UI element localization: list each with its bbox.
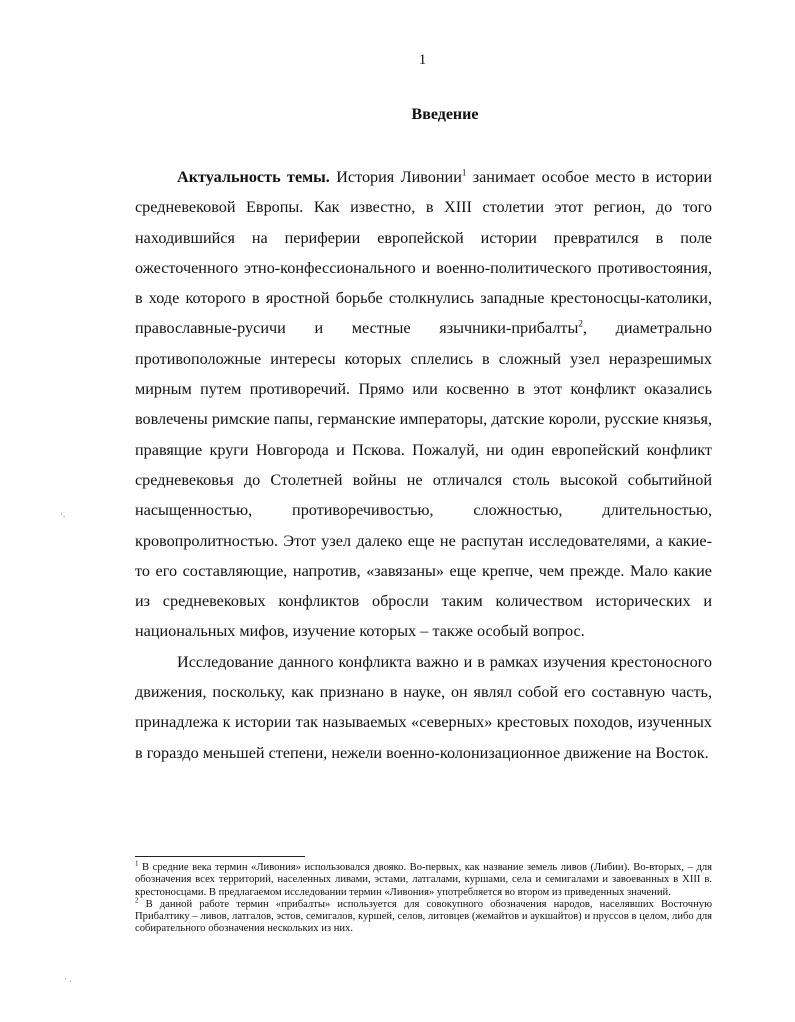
footnote-text: В средние века термин «Ливония» использовался двояко. Во-первых, как название земель ливов (Либии). Во-вторых, – для обозначения всех территорий, населенных ливами, эстами, латгалами, куршами, села и семигалами и завоеванных в XIII в. крестоносцами. В предлагаемом исследовании термин «Ливония» употребляется во втором из приведенных значений. (135, 862, 712, 898)
footnote-ref-1[interactable]: 1 (461, 167, 467, 178)
footnote-text: В данной работе термин «прибалты» используется для совокупного обозначения народов, населявших Восточную Прибалтику – ливов, латгалов, эстов, семигалов, куршей, селов, литовцев (жемайтов и аукшайтов) и пруссов в целом, либо для собирательного обозначения нескольких из них. (135, 898, 712, 935)
paragraph-text: История Ливонии (329, 168, 462, 186)
paragraph-lead: Актуальность темы. (177, 168, 330, 186)
paragraph-relevance (135, 162, 712, 647)
footnote-mark: 2 (135, 896, 139, 905)
page-number: 1 (418, 52, 427, 68)
scan-speck: ·. (60, 509, 66, 519)
footnote-1 (135, 859, 712, 899)
scan-speck: · . (64, 974, 72, 984)
section-title: Введение (411, 106, 479, 123)
paragraph-text: , диаметрально противоположные интересы которых сплелись в сложный узел неразрешимых мирным путем противоречий. Прямо или косвенно в этот конфликт оказались вовлечены римские папы, германские императоры, датские короли, русские князья, правящие круги Новгорода и Пскова. Пожалуй, ни один европейский конфликт средневековья до Столетней войны не отличался столь высокой событийной насыщенностью, противоречивостью, сложностью, длительностью, кровопролитностью. Этот узел далеко еще не распутан исследователями, а какие-то его составляющие, напротив, «завязаны» еще крепче, чем прежде. Мало какие из средневековых конфликтов обросли таким количеством исторических и национальных мифов, изучение которых – также особый вопрос. (135, 319, 713, 641)
footnote-2 (135, 896, 712, 936)
footnote-ref-2[interactable]: 2 (578, 319, 583, 330)
main-text (135, 162, 712, 768)
footnotes (135, 859, 712, 936)
paragraph-crusades: Исследование данного конфликта важно и в рамках изучения крестоносного движения, поскольку, как признано в науке, он являл собой его составную часть, принадлежа к истории так называемых «северных» крестовых походов, изученных в гораздо меньшей степени, нежели военно-колонизационное движение на Восток. (135, 652, 712, 762)
footnote-separator (135, 856, 305, 857)
paragraph-text: занимает особое место в истории средневековой Европы. Как известно, в XIII столетии этот регион, до того находившийся на периферии европейской истории превратился в поле ожесточенного этно-конфессионального и военно-политического противостояния, в ходе которого в яростной борьбе столкнулись западные крестоносцы-католики, православные-русичи и местные язычники-прибалты (135, 168, 712, 338)
footnote-mark: 1 (135, 859, 139, 868)
